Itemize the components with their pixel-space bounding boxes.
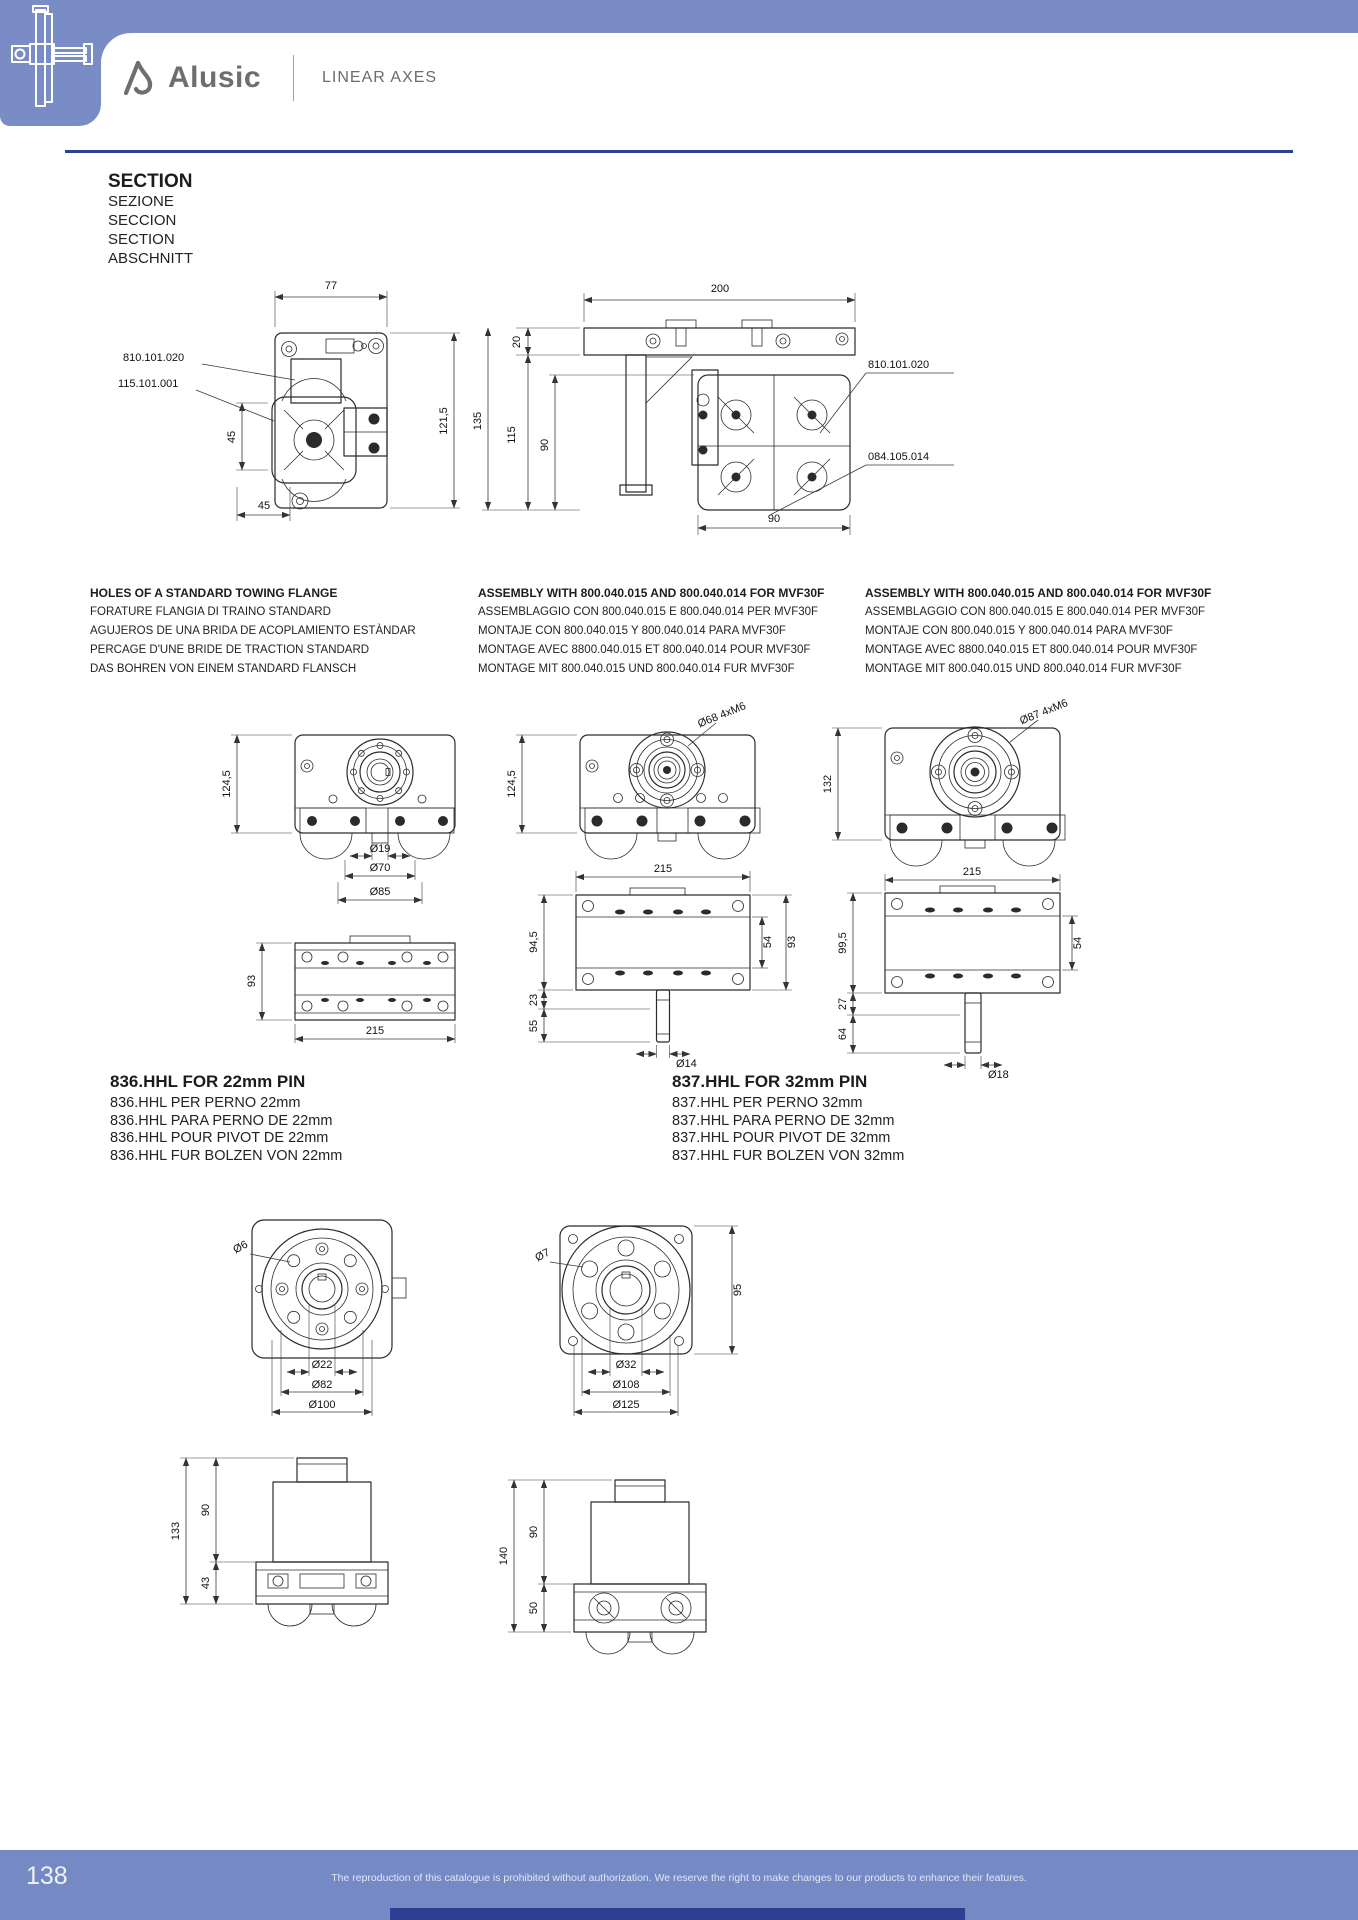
dim-label: 90 (539, 438, 551, 452)
dim-label: Ø125 (612, 1399, 640, 1411)
dim-50 (528, 1584, 544, 1632)
product-line: 836.HHL POUR PIVOT DE 22mm (110, 1130, 329, 1146)
dim-label: 45 (257, 500, 271, 512)
dim-20 (511, 328, 580, 355)
section-translation: SECCION (108, 212, 177, 229)
section-drawing-left (60, 225, 480, 545)
front-view (295, 735, 455, 859)
dim-label: 124,5 (221, 770, 233, 798)
dim-label: Ø14 (676, 1058, 697, 1070)
info-line: PERCAGE D'UNE BRIDE DE TRACTION STANDARD (90, 644, 370, 656)
towing-block-hatched (291, 339, 367, 403)
page-number: 138 (26, 1862, 68, 1890)
dim-93 (246, 943, 292, 1020)
dim-label: 20 (511, 335, 523, 349)
info-column-assembly-2 (865, 584, 1255, 679)
info-line: MONTAGE MIT 800.040.015 UND 800.040.014 FUR MVF30F (478, 663, 795, 675)
dim-label: 94,5 (528, 931, 540, 953)
info-column-assembly-1 (478, 584, 868, 679)
product-line: 836.HHL FUR BOLZEN VON 22mm (110, 1147, 343, 1164)
dim-label: Ø22 (311, 1359, 333, 1371)
dim-90 (528, 1480, 588, 1584)
dim-45-bottom (237, 487, 290, 521)
header-rule (65, 150, 1293, 153)
dim-dia85 (338, 882, 422, 904)
section-translation: SECTION (108, 231, 175, 248)
dim-label: 115 (506, 426, 518, 444)
dim-label: 90 (200, 1503, 212, 1517)
section-drawing-right (440, 225, 960, 555)
dim-27 (837, 993, 960, 1015)
flange-label: Ø68 4xM6 (696, 700, 748, 731)
dim-label: 45 (226, 430, 238, 444)
dim-dia100 (272, 1340, 372, 1416)
flange-label: Ø87 4xM6 (1018, 697, 1070, 728)
flange-callout (688, 700, 748, 746)
header-band (0, 0, 1358, 33)
product-heading-836 (110, 1072, 342, 1165)
dim-label: Ø82 (311, 1379, 333, 1391)
dim-label: 93 (786, 935, 798, 949)
dim-90-bottom (698, 513, 850, 535)
part-label: 810.101.020 (123, 352, 185, 364)
leader-115 (118, 378, 274, 421)
product-line: 837.HHL FUR BOLZEN VON 32mm (672, 1147, 905, 1164)
dim-label: 50 (528, 1601, 540, 1615)
dim-label: Ø19 (369, 843, 391, 855)
dim-label: 55 (528, 1019, 540, 1033)
section-translation: ABSCHNITT (108, 250, 194, 267)
product-line: 836.HHL PARA PERNO DE 22mm (110, 1112, 333, 1129)
dim-95 (694, 1226, 744, 1354)
info-line: FORATURE FLANGIA DI TRAINO STANDARD (90, 606, 331, 618)
section-translation: SEZIONE (108, 193, 174, 210)
dim-label: 64 (837, 1027, 849, 1041)
dim-124-5 (506, 735, 577, 833)
dim-label: Ø70 (369, 862, 391, 874)
dim-label: 77 (324, 280, 338, 292)
product-heading-837 (672, 1072, 904, 1165)
footer-disclaimer: The reproduction of this catalogue is prohibited without authorization. We reserve the right to make changes to our products to enhance their features. (331, 1872, 1027, 1884)
info-line: DAS BOHREN VON EINEM STANDARD FLANSCH (90, 663, 357, 675)
bottom-drawing-836 (150, 1180, 480, 1650)
dim-94-5 (528, 895, 573, 990)
front-view (885, 727, 1065, 866)
dim-43 (200, 1562, 216, 1604)
dim-23 (528, 990, 650, 1009)
dim-label: Ø100 (308, 1399, 336, 1411)
dim-label: 43 (200, 1576, 212, 1590)
dim-label: 99,5 (837, 932, 849, 954)
dim-label: 124,5 (506, 770, 518, 798)
dim-93 (752, 895, 798, 990)
dim-215 (295, 1024, 455, 1043)
chapter-icon-box (0, 0, 101, 126)
mid-drawing-right (810, 690, 1130, 1100)
side-view (885, 886, 1060, 1053)
info-line: MONTAGE AVEC 8800.040.015 ET 800.040.014 POUR MVF30F (865, 644, 1198, 656)
part-label: 084.105.014 (868, 451, 930, 463)
dim-label: 90 (767, 513, 781, 525)
info-line: MONTAGE MIT 800.040.015 UND 800.040.014 FUR MVF30F (865, 663, 1182, 675)
dim-124-5 (221, 735, 292, 833)
dim-dia14 (636, 1045, 697, 1070)
linear-axis-icon (0, 0, 101, 126)
product-title: 837.HHL FOR 32mm PIN (672, 1072, 868, 1091)
product-title: 836.HHL FOR 22mm PIN (110, 1072, 306, 1091)
dim-label: 215 (653, 863, 673, 875)
page-category: LINEAR AXES (322, 69, 438, 86)
alusic-logo-mark (120, 57, 160, 99)
info-line: MONTAGE AVEC 8800.040.015 ET 800.040.014 POUR MVF30F (478, 644, 811, 656)
dim-label: 23 (528, 993, 540, 1007)
dim-dia70 (345, 860, 415, 880)
leader-810 (820, 359, 954, 433)
dim-label: 132 (822, 774, 834, 794)
dim-label: Ø18 (988, 1069, 1009, 1081)
side-view (256, 1458, 388, 1626)
top-plate (584, 320, 855, 355)
info-column-holes (90, 584, 480, 679)
info-title: ASSEMBLY WITH 800.040.015 AND 800.040.014 FOR MVF30F (865, 586, 1212, 600)
dim-label: 121,5 (438, 407, 450, 435)
product-line: 837.HHL POUR PIVOT DE 32mm (672, 1130, 891, 1146)
dim-55 (528, 1009, 650, 1042)
info-line: AGUJEROS DE UNA BRIDA DE ACOPLAMIENTO ESTÀNDAR (90, 625, 416, 637)
dim-label: 90 (528, 1525, 540, 1539)
leader-084 (770, 451, 954, 515)
dim-90-vert (539, 375, 694, 510)
dim-133 (170, 1458, 294, 1604)
dim-label: 93 (246, 974, 258, 988)
dim-dia18 (944, 1056, 1009, 1081)
bottom-drawing-837 (480, 1180, 810, 1680)
dim-77 (275, 280, 387, 327)
side-view (576, 888, 750, 1042)
dim-115 (506, 355, 528, 510)
mid-drawing-center (490, 690, 800, 1090)
dim-132 (822, 728, 882, 840)
section-title: SECTION (108, 171, 193, 192)
info-line: ASSEMBLAGGIO CON 800.040.015 E 800.040.014 PER MVF30F (865, 606, 1206, 618)
dim-label: Ø32 (615, 1359, 637, 1371)
dim-64 (837, 1015, 960, 1053)
dim-label: Ø6 (231, 1238, 250, 1257)
side-view (574, 1480, 706, 1654)
dim-label: 95 (732, 1283, 744, 1297)
leader-810 (123, 352, 295, 380)
flange-front-view (252, 1220, 406, 1358)
dim-99-5 (837, 893, 882, 993)
dim-140 (498, 1480, 612, 1632)
side-bracket (344, 408, 387, 456)
dim-215 (885, 866, 1060, 891)
info-title: ASSEMBLY WITH 800.040.015 AND 800.040.014 FOR MVF30F (478, 586, 825, 600)
dim-label: Ø85 (369, 886, 391, 898)
dim-label: 215 (962, 866, 982, 878)
info-title: HOLES OF A STANDARD TOWING FLANGE (90, 586, 338, 600)
dim-90 (200, 1458, 270, 1562)
dim-label: 54 (762, 935, 774, 949)
mid-drawing-left (200, 710, 460, 1055)
footer-dark-bar (390, 1908, 965, 1920)
dim-label: 215 (365, 1025, 385, 1037)
dim-label: Ø7 (533, 1246, 552, 1265)
dim-200 (584, 283, 855, 322)
front-view (580, 732, 760, 859)
brand-name: Alusic (168, 61, 262, 94)
dim-54 (752, 917, 774, 968)
product-line: 837.HHL PARA PERNO DE 32mm (672, 1112, 895, 1129)
dim-54 (1062, 916, 1084, 970)
dim-45-side (226, 403, 268, 470)
dim-label: Ø108 (612, 1379, 640, 1391)
flange-callout (1010, 697, 1070, 742)
dim-label: 27 (837, 997, 849, 1011)
logo-row (120, 48, 437, 108)
part-label: 810.101.020 (868, 359, 930, 371)
profile-cross-section (698, 375, 850, 510)
product-line: 836.HHL PER PERNO 22mm (110, 1095, 301, 1111)
dim-label: 200 (710, 283, 730, 295)
info-line: MONTAJE CON 800.040.015 Y 800.040.014 PARA MVF30F (865, 625, 1173, 637)
dim-label: 54 (1072, 936, 1084, 950)
dim-label: 140 (498, 1546, 510, 1566)
header-divider (293, 55, 294, 101)
info-line: ASSEMBLAGGIO CON 800.040.015 E 800.040.014 PER MVF30F (478, 606, 819, 618)
dim-label: 135 (472, 411, 484, 431)
dim-label: 133 (170, 1521, 182, 1541)
part-label: 115.101.001 (118, 378, 179, 390)
info-line: MONTAJE CON 800.040.015 Y 800.040.014 PARA MVF30F (478, 625, 786, 637)
flange-front-view (560, 1226, 692, 1354)
product-line: 837.HHL PER PERNO 32mm (672, 1095, 863, 1111)
plan-view (295, 936, 455, 1020)
dim-dia32 (588, 1308, 664, 1376)
